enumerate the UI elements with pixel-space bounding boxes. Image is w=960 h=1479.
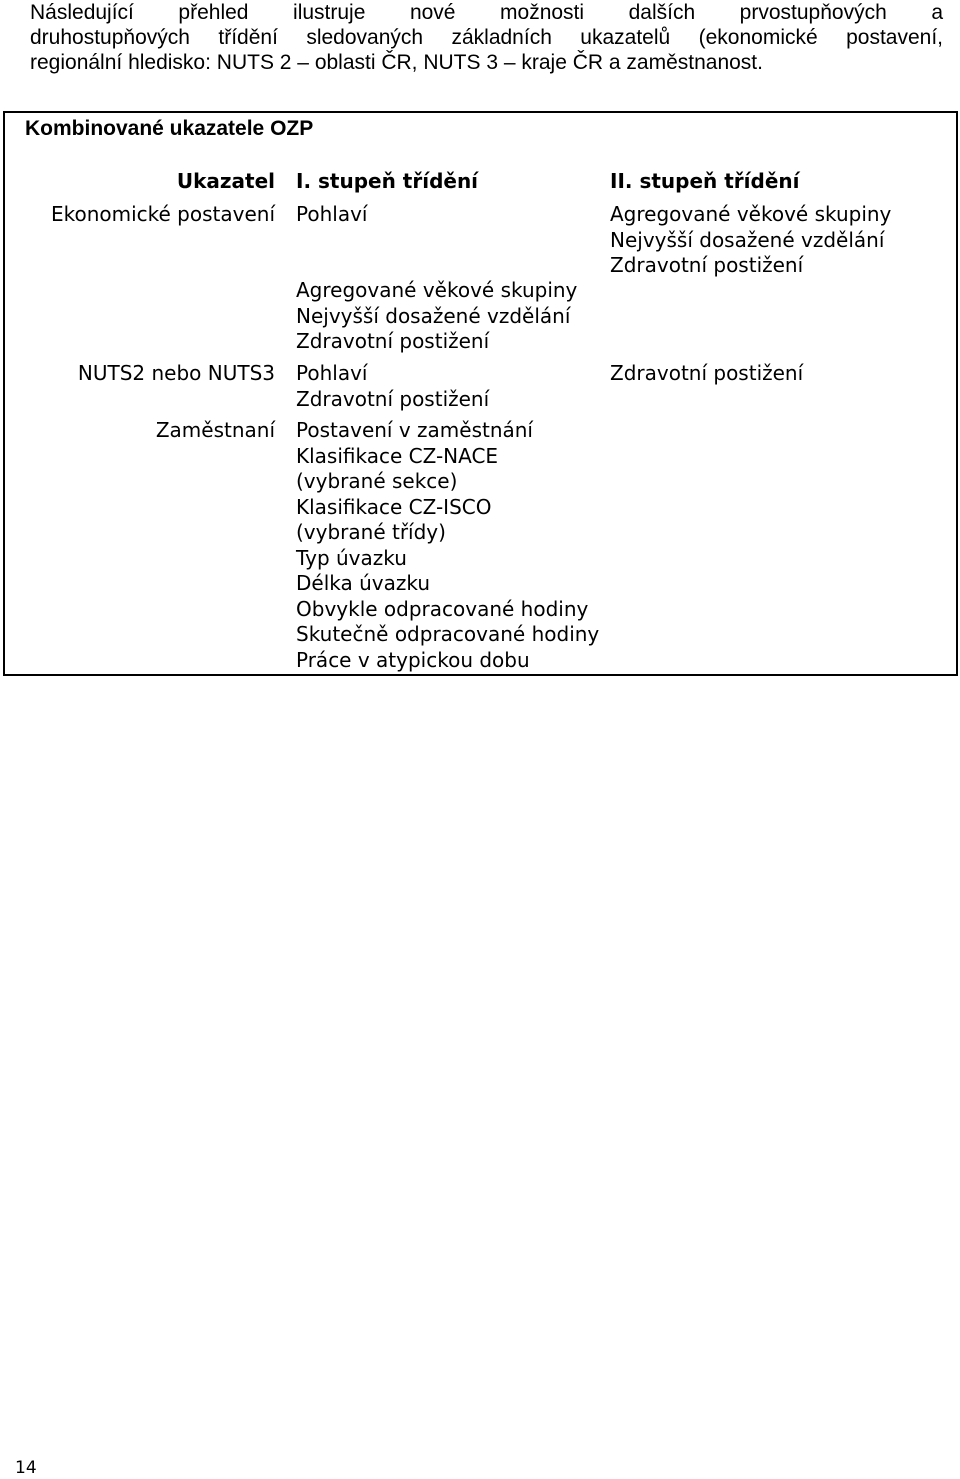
intro-line-1: Následující přehled ilustruje nové možnosti dalších prvostupňových a: [30, 1, 943, 24]
intro-paragraph: [30, 0, 943, 75]
row-indicator-economic-status: Ekonomické postavení: [50, 202, 275, 226]
intro-line-2: druhostupňových třídění sledovaných základních ukazatelů (ekonomické postavení,: [30, 26, 943, 49]
list-item: (vybrané třídy): [296, 520, 446, 544]
list-item: (vybrané sekce): [296, 469, 458, 493]
list-item: Agregované věkové skupiny: [610, 202, 892, 226]
header-level2: II. stupeň třídění: [610, 169, 800, 193]
row1-level1-gender: Pohlaví: [296, 202, 368, 226]
row1-level2-list: [610, 202, 891, 279]
list-item: Zdravotní postižení: [296, 386, 490, 411]
row-indicator-nuts: NUTS2 nebo NUTS3: [77, 361, 275, 385]
table-title: Kombinované ukazatele OZP: [25, 117, 314, 140]
header-level1: I. stupeň třídění: [296, 169, 479, 193]
list-item: Skutečně odpracované hodiny: [296, 622, 600, 646]
list-item: Délka úvazku: [296, 571, 431, 595]
list-item: Agregované věkové skupiny: [296, 278, 578, 302]
header-indicator: Ukazatel: [176, 169, 275, 193]
list-item: Klasifikace CZ-NACE: [296, 443, 499, 468]
list-item: Postavení v zaměstnání: [296, 418, 533, 442]
list-item: Zdravotní postižení: [296, 329, 490, 353]
list-item: Klasifikace CZ-ISCO: [296, 494, 492, 519]
list-item: Zdravotní postižení: [610, 253, 804, 277]
intro-line-3: regionální hledisko: NUTS 2 – oblasti ČR, NUTS 3 – kraje ČR a zaměstnanost.: [30, 51, 763, 74]
list-item: Typ úvazku: [296, 545, 407, 570]
row2-level1-list: [296, 361, 489, 412]
list-item: Nejvyšší dosažené vzdělání: [296, 303, 571, 328]
list-item: Pohlaví: [296, 361, 368, 385]
row-indicator-employed: Zaměstnaní: [155, 418, 275, 442]
row3-level1-list: [296, 418, 599, 673]
row1-level1-list: [296, 278, 577, 355]
row2-level2: Zdravotní postižení: [610, 361, 804, 385]
list-item: Práce v atypickou dobu: [296, 647, 530, 672]
list-item: Obvykle odpracované hodiny: [296, 596, 589, 621]
page-number: 14: [15, 1458, 37, 1478]
list-item: Nejvyšší dosažené vzdělání: [610, 227, 885, 252]
combined-indicators-table: [3, 111, 958, 676]
